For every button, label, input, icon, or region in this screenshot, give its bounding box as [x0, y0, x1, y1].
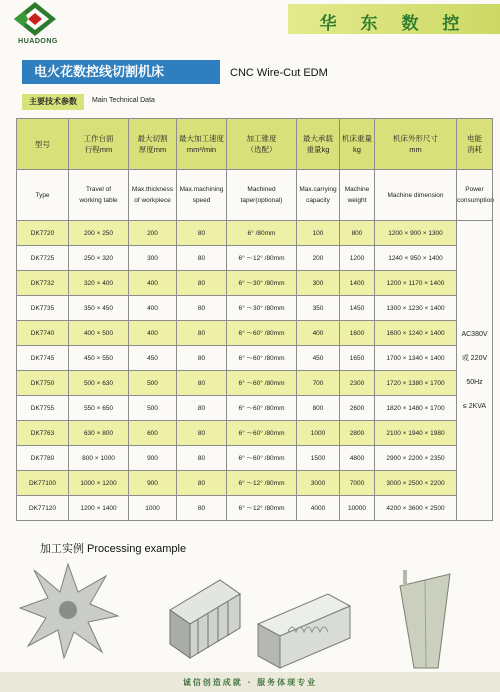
table-cell: 600: [129, 421, 177, 446]
table-cell: 800: [340, 221, 375, 246]
table-cell: 1450: [340, 296, 375, 321]
table-row: [17, 446, 493, 471]
table-cell: 6° ～30° /80mm: [227, 296, 297, 321]
table-cell: DK77120: [17, 496, 69, 521]
huadong-logo-mark: [14, 2, 56, 36]
table-cell: 6° ～60° /80mm: [227, 421, 297, 446]
logo-wordmark: HUADONG: [18, 38, 58, 45]
table-cell: 350 × 450: [69, 296, 129, 321]
table-cell: DK7735: [17, 296, 69, 321]
table-cell: 80: [177, 471, 227, 496]
processing-samples: [0, 560, 500, 670]
table-row: [17, 221, 493, 246]
table-row: [17, 496, 493, 521]
table-cell: 4200 × 3600 × 2500: [375, 496, 457, 521]
table-cell: 1240 × 950 × 1400: [375, 246, 457, 271]
cone-part-image: [400, 570, 450, 668]
column-header-cn: 最大承载 重量kg: [297, 119, 340, 170]
table-cell: DK7755: [17, 396, 69, 421]
page-title-en: CNC Wire-Cut EDM: [230, 67, 328, 79]
table-cell: 1000: [297, 421, 340, 446]
table-cell: 6° ～60° /80mm: [227, 446, 297, 471]
table-header-row-en: [17, 170, 493, 221]
table-cell: 900: [129, 446, 177, 471]
table-cell: 1720 × 1380 × 1700: [375, 371, 457, 396]
table-cell: 500 × 630: [69, 371, 129, 396]
table-cell: 250 × 320: [69, 246, 129, 271]
table-cell: 350: [297, 296, 340, 321]
section-label-cn: 主要技术参数: [22, 94, 84, 110]
table-cell: 100: [297, 221, 340, 246]
table-cell: DK77100: [17, 471, 69, 496]
table-row: [17, 296, 493, 321]
table-cell: 2900 × 2200 × 2350: [375, 446, 457, 471]
table-cell: DK7780: [17, 446, 69, 471]
table-cell: 1000: [129, 496, 177, 521]
table-row: [17, 421, 493, 446]
table-cell: 500: [129, 396, 177, 421]
table-cell: 6° /80mm: [227, 221, 297, 246]
table-row: [17, 271, 493, 296]
table-cell: 400: [129, 321, 177, 346]
section-label-en: Main Technical Data: [92, 97, 155, 104]
table-cell: 1200 × 1170 × 1400: [375, 271, 457, 296]
table-cell: 2800: [340, 421, 375, 446]
column-header-cn: 最大加工速度 mm²/min: [177, 119, 227, 170]
table-cell: 80: [177, 296, 227, 321]
table-cell: 80: [177, 421, 227, 446]
table-cell: 10000: [340, 496, 375, 521]
table-cell: 6° ～30° /80mm: [227, 271, 297, 296]
table-cell: 900: [129, 471, 177, 496]
table-cell: 200 × 250: [69, 221, 129, 246]
table-cell: 1700 × 1340 × 1400: [375, 346, 457, 371]
table-cell: DK7750: [17, 371, 69, 396]
table-cell: 630 × 800: [69, 421, 129, 446]
column-header-cn: 电能 消耗: [457, 119, 493, 170]
table-cell: 6° ～12° /80mm: [227, 496, 297, 521]
table-cell: DK7732: [17, 271, 69, 296]
table-cell: 3000 × 2500 × 2200: [375, 471, 457, 496]
table-cell: 200: [297, 246, 340, 271]
table-cell: 500: [129, 371, 177, 396]
table-cell: 80: [177, 321, 227, 346]
power-spec-line: 50Hz: [466, 378, 483, 386]
column-header-cn: 工作台面 行程mm: [69, 119, 129, 170]
table-cell: 1000 × 1200: [69, 471, 129, 496]
power-spec-line: ≤ 2KVA: [462, 402, 487, 410]
power-spec-line: 或 220V: [461, 354, 488, 362]
table-cell: 800 × 1000: [69, 446, 129, 471]
ribbed-profile-image: [258, 594, 350, 668]
column-header-cn: 加工锥度 （选配）: [227, 119, 297, 170]
page-title-cn: 电火花数控线切割机床: [22, 60, 220, 84]
table-cell: 4000: [297, 496, 340, 521]
table-cell: 1400: [340, 271, 375, 296]
table-cell: 700: [297, 371, 340, 396]
brand-slogan: 华 东 数 控: [319, 14, 469, 34]
table-cell: 6° ～60° /80mm: [227, 346, 297, 371]
processing-example-title: 加工实例 Processing example: [40, 543, 187, 555]
table-cell: 450: [297, 346, 340, 371]
column-header-en: Max.carrying capacity: [297, 170, 340, 221]
column-header-en: Power consumption: [457, 170, 493, 221]
table-cell: 400: [129, 296, 177, 321]
table-row: [17, 346, 493, 371]
power-spec-line: AC380V: [461, 330, 488, 338]
table-cell: 1200 × 900 × 1300: [375, 221, 457, 246]
table-cell: 6° ～12° /80mm: [227, 471, 297, 496]
table-cell: 300: [297, 271, 340, 296]
spec-table: [16, 118, 493, 521]
table-cell: DK7740: [17, 321, 69, 346]
table-row: [17, 371, 493, 396]
table-cell: 80: [177, 371, 227, 396]
table-cell: 1820 × 1480 × 1700: [375, 396, 457, 421]
table-cell: 1500: [297, 446, 340, 471]
table-cell: 1300 × 1230 × 1400: [375, 296, 457, 321]
table-cell: 80: [177, 221, 227, 246]
table-cell: 1600: [340, 321, 375, 346]
table-row: [17, 321, 493, 346]
table-cell: 6° ～60° /80mm: [227, 321, 297, 346]
table-cell: 6° ～60° /80mm: [227, 396, 297, 421]
column-header-en: Max.thickness of workpiece: [129, 170, 177, 221]
table-cell: 6° ～12° /80mm: [227, 246, 297, 271]
table-cell: 400: [129, 271, 177, 296]
column-header-en: Machine weight: [340, 170, 375, 221]
table-cell: 2600: [340, 396, 375, 421]
gear-part-image: [20, 564, 118, 658]
table-cell: 400 × 500: [69, 321, 129, 346]
table-cell: 80: [177, 246, 227, 271]
page-footer: [0, 672, 500, 692]
column-header-cn: 型号: [17, 119, 69, 170]
table-cell: DK7763: [17, 421, 69, 446]
table-cell: 6° ～60° /80mm: [227, 371, 297, 396]
table-cell: 1650: [340, 346, 375, 371]
table-cell: 80: [177, 271, 227, 296]
table-cell: 80: [177, 446, 227, 471]
table-cell: 320 × 400: [69, 271, 129, 296]
table-cell: 450 × 550: [69, 346, 129, 371]
column-header-cn: 机床外形尺寸 mm: [375, 119, 457, 170]
column-header-en: Travel of working table: [69, 170, 129, 221]
table-cell: 1200 × 1400: [69, 496, 129, 521]
table-cell: 300: [129, 246, 177, 271]
brand-banner: [288, 4, 500, 34]
column-header-en: Machined taper(optional): [227, 170, 297, 221]
table-cell: 80: [177, 346, 227, 371]
column-header-en: Max.machining speed: [177, 170, 227, 221]
table-cell: 7000: [340, 471, 375, 496]
table-cell: 2100 × 1940 × 1980: [375, 421, 457, 446]
table-cell: 4800: [340, 446, 375, 471]
table-cell: DK7725: [17, 246, 69, 271]
table-cell: 550 × 650: [69, 396, 129, 421]
table-cell: DK7720: [17, 221, 69, 246]
table-cell: 800: [297, 396, 340, 421]
heatsink-part-image: [170, 580, 240, 658]
table-cell: 2300: [340, 371, 375, 396]
footer-slogan: 诚信创造成就 · 服务体现专业: [182, 677, 318, 687]
column-header-cn: 最大切割 厚度mm: [129, 119, 177, 170]
table-row: [17, 396, 493, 421]
table-cell: 450: [129, 346, 177, 371]
table-cell: 3000: [297, 471, 340, 496]
table-cell: 1600 × 1240 × 1400: [375, 321, 457, 346]
table-cell: 1200: [340, 246, 375, 271]
column-header-en: Type: [17, 170, 69, 221]
column-header-en: Machine dimension: [375, 170, 457, 221]
table-cell: DK7745: [17, 346, 69, 371]
table-row: [17, 471, 493, 496]
table-header-row-cn: [17, 119, 493, 170]
table-cell: 80: [177, 396, 227, 421]
table-cell: 400: [297, 321, 340, 346]
table-row: [17, 246, 493, 271]
column-header-cn: 机床重量 kg: [340, 119, 375, 170]
table-cell: 80: [177, 496, 227, 521]
table-cell: 200: [129, 221, 177, 246]
power-consumption-cell: [457, 221, 493, 521]
